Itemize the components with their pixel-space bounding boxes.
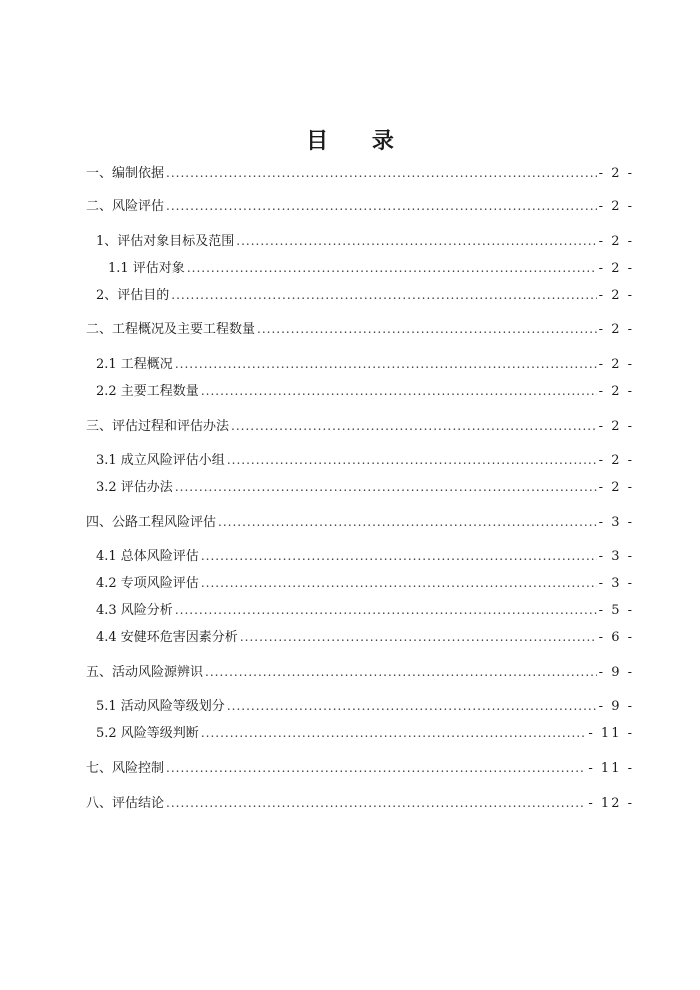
toc-page-number: - 2 - xyxy=(598,419,634,434)
toc-page-number: - 2 - xyxy=(598,234,634,249)
dot-leader xyxy=(175,476,597,498)
toc-page-number: - 9 - xyxy=(598,699,634,714)
dot-leader xyxy=(231,415,597,437)
toc-entry-label: 二、风险评估 xyxy=(86,199,165,214)
toc-entry-label: 三、评估过程和评估办法 xyxy=(86,419,230,434)
page-title: 目 录 xyxy=(306,128,412,154)
toc-entry[interactable] xyxy=(96,380,634,402)
toc-page-number: - 6 - xyxy=(598,630,634,645)
toc-entry[interactable] xyxy=(96,230,634,252)
dot-leader xyxy=(171,284,596,306)
dot-leader xyxy=(227,695,597,717)
dot-leader xyxy=(201,572,597,594)
dot-leader xyxy=(166,792,586,814)
toc-entry[interactable] xyxy=(86,318,634,340)
toc-page-number: - 2 - xyxy=(598,166,634,181)
toc-entry[interactable] xyxy=(96,599,634,621)
toc-entry[interactable] xyxy=(86,661,634,683)
toc-page-number: - 3 - xyxy=(598,576,634,591)
toc-entry-label: 4.1 总体风险评估 xyxy=(96,549,199,564)
toc-entry[interactable] xyxy=(96,476,634,498)
dot-leader xyxy=(187,257,597,279)
toc-entry[interactable] xyxy=(86,195,634,217)
toc-page-number: - 2 - xyxy=(598,288,634,303)
toc-page-number: - 2 - xyxy=(598,357,634,372)
toc-page-number: - 11 - xyxy=(588,726,634,741)
toc-entry-label: 2、评估目的 xyxy=(96,288,170,303)
dot-leader xyxy=(175,353,597,375)
toc-page-number: - 2 - xyxy=(598,384,634,399)
toc-entry-label: 二、工程概况及主要工程数量 xyxy=(86,322,256,337)
toc-entry[interactable] xyxy=(96,353,634,375)
dot-leader xyxy=(218,511,597,533)
toc-page-number: - 3 - xyxy=(598,515,634,530)
toc-entry-label: 2.1 工程概况 xyxy=(96,357,173,372)
dot-leader xyxy=(175,599,597,621)
toc-entry-label: 3.1 成立风险评估小组 xyxy=(96,453,225,468)
toc-entry-label: 八、评估结论 xyxy=(86,796,165,811)
dot-leader xyxy=(236,230,596,252)
toc-entry[interactable] xyxy=(96,626,634,648)
dot-leader xyxy=(201,380,597,402)
dot-leader xyxy=(201,722,587,744)
toc-entry[interactable] xyxy=(96,284,634,306)
toc-entry-label: 1.1 评估对象 xyxy=(108,261,185,276)
toc-entry-label: 4.2 专项风险评估 xyxy=(96,576,199,591)
dot-leader xyxy=(240,626,597,648)
toc-entry-label: 2.2 主要工程数量 xyxy=(96,384,199,399)
toc-entry[interactable] xyxy=(86,415,634,437)
dot-leader xyxy=(205,661,597,683)
toc-entry-label: 3.2 评估办法 xyxy=(96,480,173,495)
toc-page-number: - 2 - xyxy=(598,199,634,214)
toc-entry-label: 4.3 风险分析 xyxy=(96,603,173,618)
dot-leader xyxy=(166,195,597,217)
dot-leader xyxy=(166,162,597,184)
toc-entry[interactable] xyxy=(96,449,634,471)
toc-entry[interactable] xyxy=(96,572,634,594)
toc-entry[interactable] xyxy=(108,257,634,279)
toc-entry[interactable] xyxy=(86,792,634,814)
toc-entry-label: 4.4 安健环危害因素分析 xyxy=(96,630,238,645)
toc-page-number: - 2 - xyxy=(598,480,634,495)
toc-entry[interactable] xyxy=(86,757,634,779)
toc-page-number: - 11 - xyxy=(588,761,634,776)
toc-entry[interactable] xyxy=(86,162,634,184)
dot-leader xyxy=(166,757,586,779)
toc-entry-label: 七、风险控制 xyxy=(86,761,165,776)
toc-entry-label: 1、评估对象目标及范围 xyxy=(96,234,235,249)
toc-page-number: - 5 - xyxy=(598,603,634,618)
toc-entry-label: 5.1 活动风险等级划分 xyxy=(96,699,225,714)
toc-page-number: - 12 - xyxy=(588,796,634,811)
toc-entry[interactable] xyxy=(96,545,634,567)
toc-page-number: - 2 - xyxy=(598,322,634,337)
toc-entry[interactable] xyxy=(96,695,634,717)
toc-page-number: - 9 - xyxy=(598,665,634,680)
toc-entry-label: 四、公路工程风险评估 xyxy=(86,515,217,530)
toc-page-number: - 3 - xyxy=(598,549,634,564)
dot-leader xyxy=(257,318,597,340)
toc-entry[interactable] xyxy=(86,511,634,533)
toc-entry[interactable] xyxy=(96,722,634,744)
toc-page-number: - 2 - xyxy=(598,453,634,468)
dot-leader xyxy=(227,449,597,471)
toc-entry-label: 五、活动风险源辨识 xyxy=(86,665,204,680)
toc-entry-label: 5.2 风险等级判断 xyxy=(96,726,199,741)
toc-entry-label: 一、编制依据 xyxy=(86,166,165,181)
dot-leader xyxy=(201,545,597,567)
toc-page-number: - 2 - xyxy=(598,261,634,276)
